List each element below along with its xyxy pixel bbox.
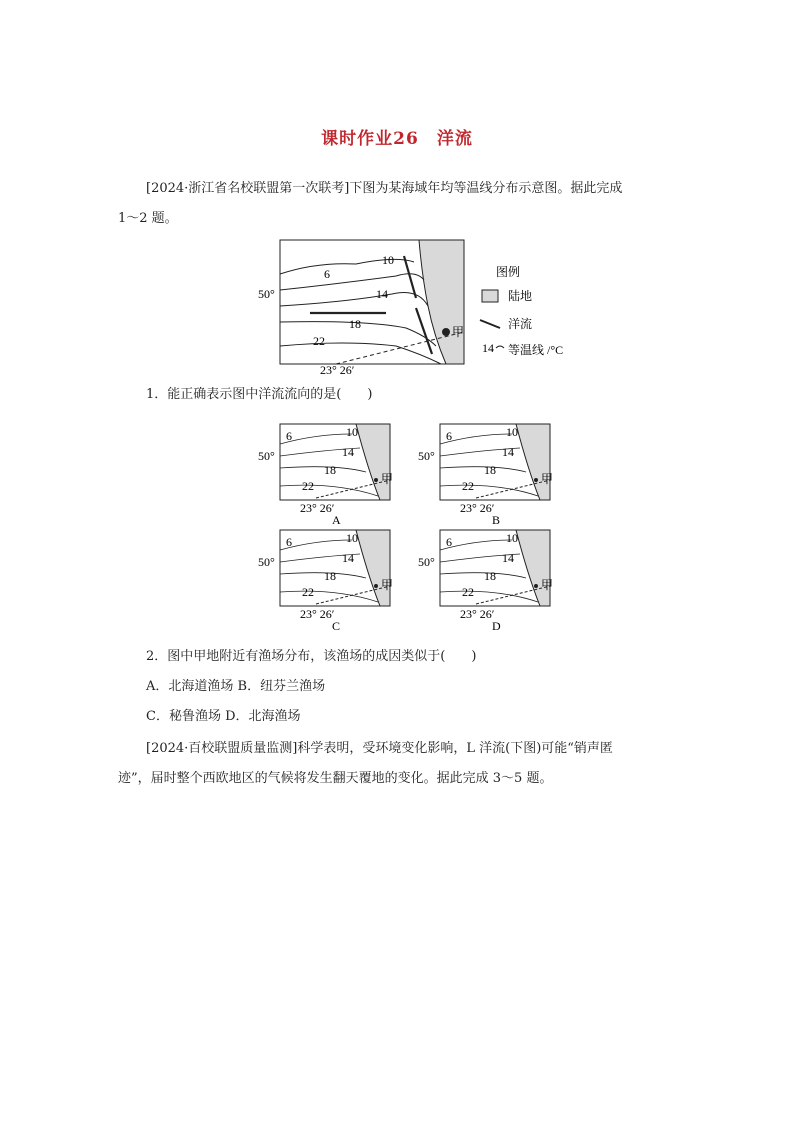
intro-paragraph-2-line-2: 迹”，届时整个西欧地区的气候将发生翻天覆地的变化。据此完成 3～5 题。 (118, 771, 553, 786)
svg-text:22: 22 (302, 479, 314, 493)
legend-title: 图例 (496, 265, 521, 279)
legend-land-swatch (482, 290, 498, 302)
intro-paragraph-2-line-1: [2024·百校联盟质量监测]科学表明，受环境变化影响，L 洋流(下图)可能“销声匿 (146, 741, 613, 756)
svg-text:10: 10 (506, 425, 518, 439)
longitude-label: 23° 26′ (320, 363, 355, 376)
svg-text:6: 6 (446, 535, 452, 549)
svg-text:14: 14 (502, 551, 514, 565)
svg-text:10: 10 (346, 425, 358, 439)
svg-text:22: 22 (462, 585, 474, 599)
svg-text:6: 6 (446, 429, 452, 443)
intro-paragraph-1-line-1: [2024·浙江省名校联盟第一次联考]下图为某海域年均等温线分布示意图。据此完成 (146, 181, 623, 196)
page-title: 课时作业26 洋流 (321, 129, 473, 149)
svg-text:22: 22 (462, 479, 474, 493)
svg-text:甲: 甲 (541, 472, 554, 486)
option-figure-d (416, 526, 556, 638)
svg-text:14: 14 (342, 445, 354, 459)
svg-text:甲: 甲 (541, 578, 554, 592)
svg-text:甲: 甲 (381, 472, 394, 486)
place-label: 甲 (452, 325, 465, 339)
svg-text:23° 26′: 23° 26′ (300, 607, 335, 621)
svg-text:18: 18 (324, 569, 336, 583)
option-label-d: D (492, 619, 501, 633)
svg-text:6: 6 (286, 535, 292, 549)
option-figure-c (256, 526, 396, 638)
question-2-options-cd: C．秘鲁渔场 D．北海渔场 (146, 709, 301, 724)
svg-text:23° 26′: 23° 26′ (460, 501, 495, 515)
question-2-options-ab: A．北海道渔场 B．纽芬兰渔场 (146, 679, 326, 694)
svg-text:18: 18 (484, 463, 496, 477)
option-figure-a (256, 420, 396, 532)
isotherm-label-10: 10 (382, 253, 394, 267)
option-label-b: B (492, 513, 501, 527)
svg-text:14: 14 (342, 551, 354, 565)
svg-text:甲: 甲 (381, 578, 394, 592)
svg-text:6: 6 (286, 429, 292, 443)
latitude-label: 50° (258, 287, 275, 301)
intro-paragraph-1-line-2: 1～2 题。 (118, 211, 178, 226)
svg-text:50°: 50° (418, 449, 435, 463)
svg-text:10: 10 (506, 531, 518, 545)
option-figure-b (416, 420, 556, 532)
svg-text:18: 18 (484, 569, 496, 583)
point-jia (442, 328, 450, 336)
legend-land-label: 陆地 (508, 289, 533, 303)
option-label-c: C (332, 619, 341, 633)
svg-text:10: 10 (346, 531, 358, 545)
isotherm-label-22: 22 (313, 334, 325, 348)
svg-text:14: 14 (502, 445, 514, 459)
legend-isotherm-value: 14 (482, 341, 494, 355)
svg-text:50°: 50° (258, 555, 275, 569)
legend-isotherm-swatch (496, 346, 504, 348)
svg-text:50°: 50° (418, 555, 435, 569)
svg-text:23° 26′: 23° 26′ (300, 501, 335, 515)
isotherm-label-18: 18 (349, 317, 361, 331)
question-1: 1．能正确表示图中洋流流向的是( ) (146, 387, 373, 402)
legend-current-swatch (480, 320, 500, 328)
isotherm-map-figure (256, 236, 576, 376)
legend-isotherm-label: 等温线 /°C (508, 343, 564, 357)
isotherm-label-6: 6 (324, 267, 330, 281)
question-2: 2．图中甲地附近有渔场分布，该渔场的成因类似于( ) (146, 649, 477, 664)
svg-text:23° 26′: 23° 26′ (460, 607, 495, 621)
legend-current-label: 洋流 (508, 317, 533, 331)
isotherm-label-14: 14 (376, 287, 388, 301)
svg-text:50°: 50° (258, 449, 275, 463)
option-label-a: A (332, 513, 341, 527)
svg-text:18: 18 (324, 463, 336, 477)
svg-text:22: 22 (302, 585, 314, 599)
